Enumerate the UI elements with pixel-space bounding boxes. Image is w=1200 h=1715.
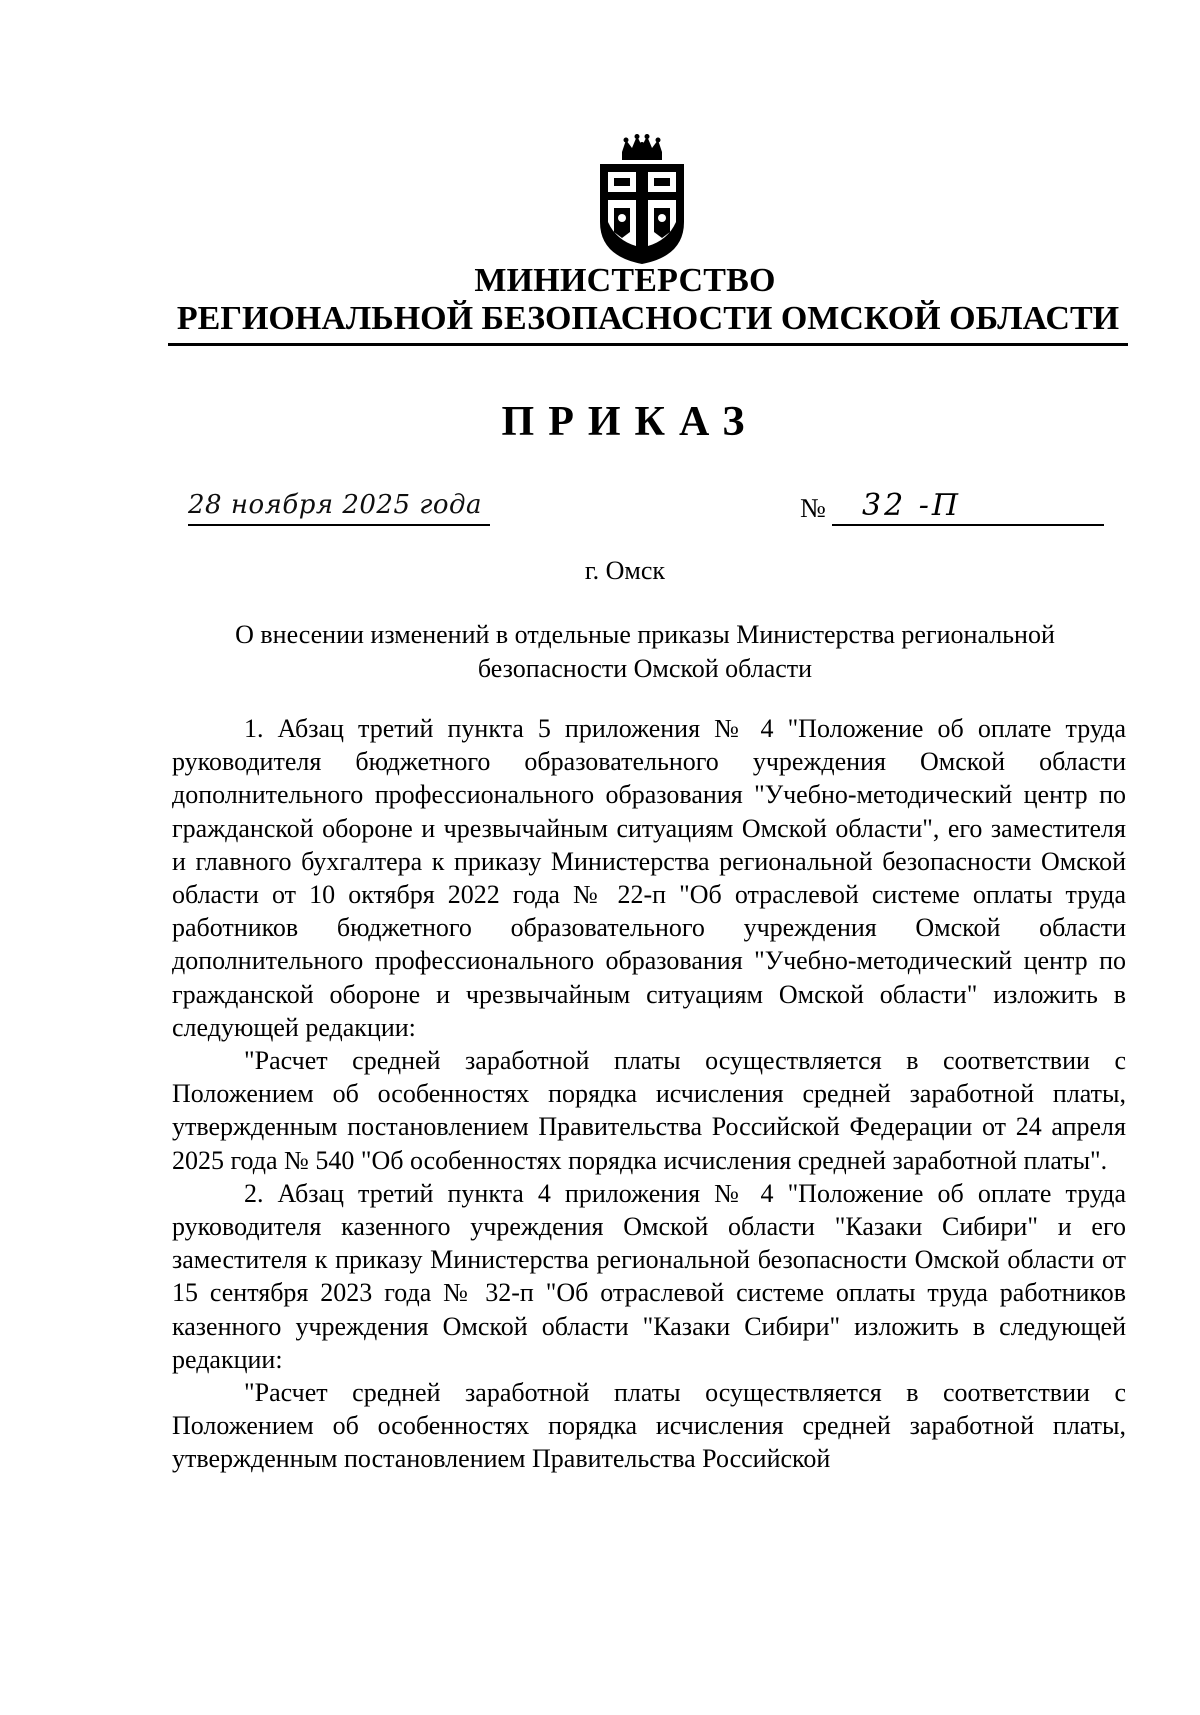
city-line: г. Омск	[584, 556, 666, 585]
order-subject: О внесении изменений в отдельные приказы Министерства региональной безопасности Омской области	[235, 620, 1055, 683]
document-date	[188, 490, 488, 526]
paragraph-2: "Расчет средней заработной платы осуществляется в соответствии с Положением об особенностях порядка исчисления средней заработной платы, утвержденным постановлением Правительства Российской Федерации от 24 апреля 2025 года № 540 "Об особенностях порядка исчисления средней заработной платы".	[172, 1046, 1126, 1175]
handwritten-number: 32 -П	[862, 488, 962, 523]
document-type-title: ПРИКАЗ	[501, 399, 759, 445]
ministry-title-line1: МИНИСТЕРСТВО	[474, 262, 776, 299]
header-divider	[168, 343, 1128, 346]
number-underline	[832, 524, 1104, 526]
coat-of-arms-icon	[592, 134, 692, 266]
paragraph-4: "Расчет средней заработной платы осуществляется в соответствии с Положением об особенностях порядка исчисления средней заработной платы, утвержденным постановлением Правительства Российской	[172, 1378, 1126, 1474]
date-underline	[188, 524, 490, 526]
order-body	[172, 712, 1126, 1476]
number-label: №	[800, 493, 826, 523]
ministry-title-line2: РЕГИОНАЛЬНОЙ БЕЗОПАСНОСТИ ОМСКОЙ ОБЛАСТИ	[176, 300, 1120, 337]
paragraph-1: 1. Абзац третий пункта 5 приложения № 4 "Положение об оплате труда руководителя бюджетного образовательного учреждения Омской области дополнительного профессионального образования "Учебно-методический центр по гражданской обороне и чрезвычайным ситуациям Омской области", его заместителя и главного бухгалтера к приказу Министерства региональной безопасности Омской области от 10 октября 2022 года № 22-п "Об отраслевой системе оплаты труда работников бюджетного образовательного учреждения Омской области дополнительного профессионального образования "Учебно-методический центр по гражданской обороне и чрезвычайным ситуациям Омской области" изложить в следующей редакции:	[172, 714, 1126, 1042]
paragraph-3: 2. Абзац третий пункта 4 приложения № 4 "Положение об оплате труда руководителя казенного учреждения Омской области "Казаки Сибири" и его заместителя к приказу Министерства региональной безопасности Омской области от 15 сентября 2023 года № 32-п "Об отраслевой системе оплаты труда работников казенного учреждения Омской области "Казаки Сибири" изложить в следующей редакции:	[172, 1178, 1126, 1374]
handwritten-date: 28 ноября 2025 года	[188, 490, 483, 520]
